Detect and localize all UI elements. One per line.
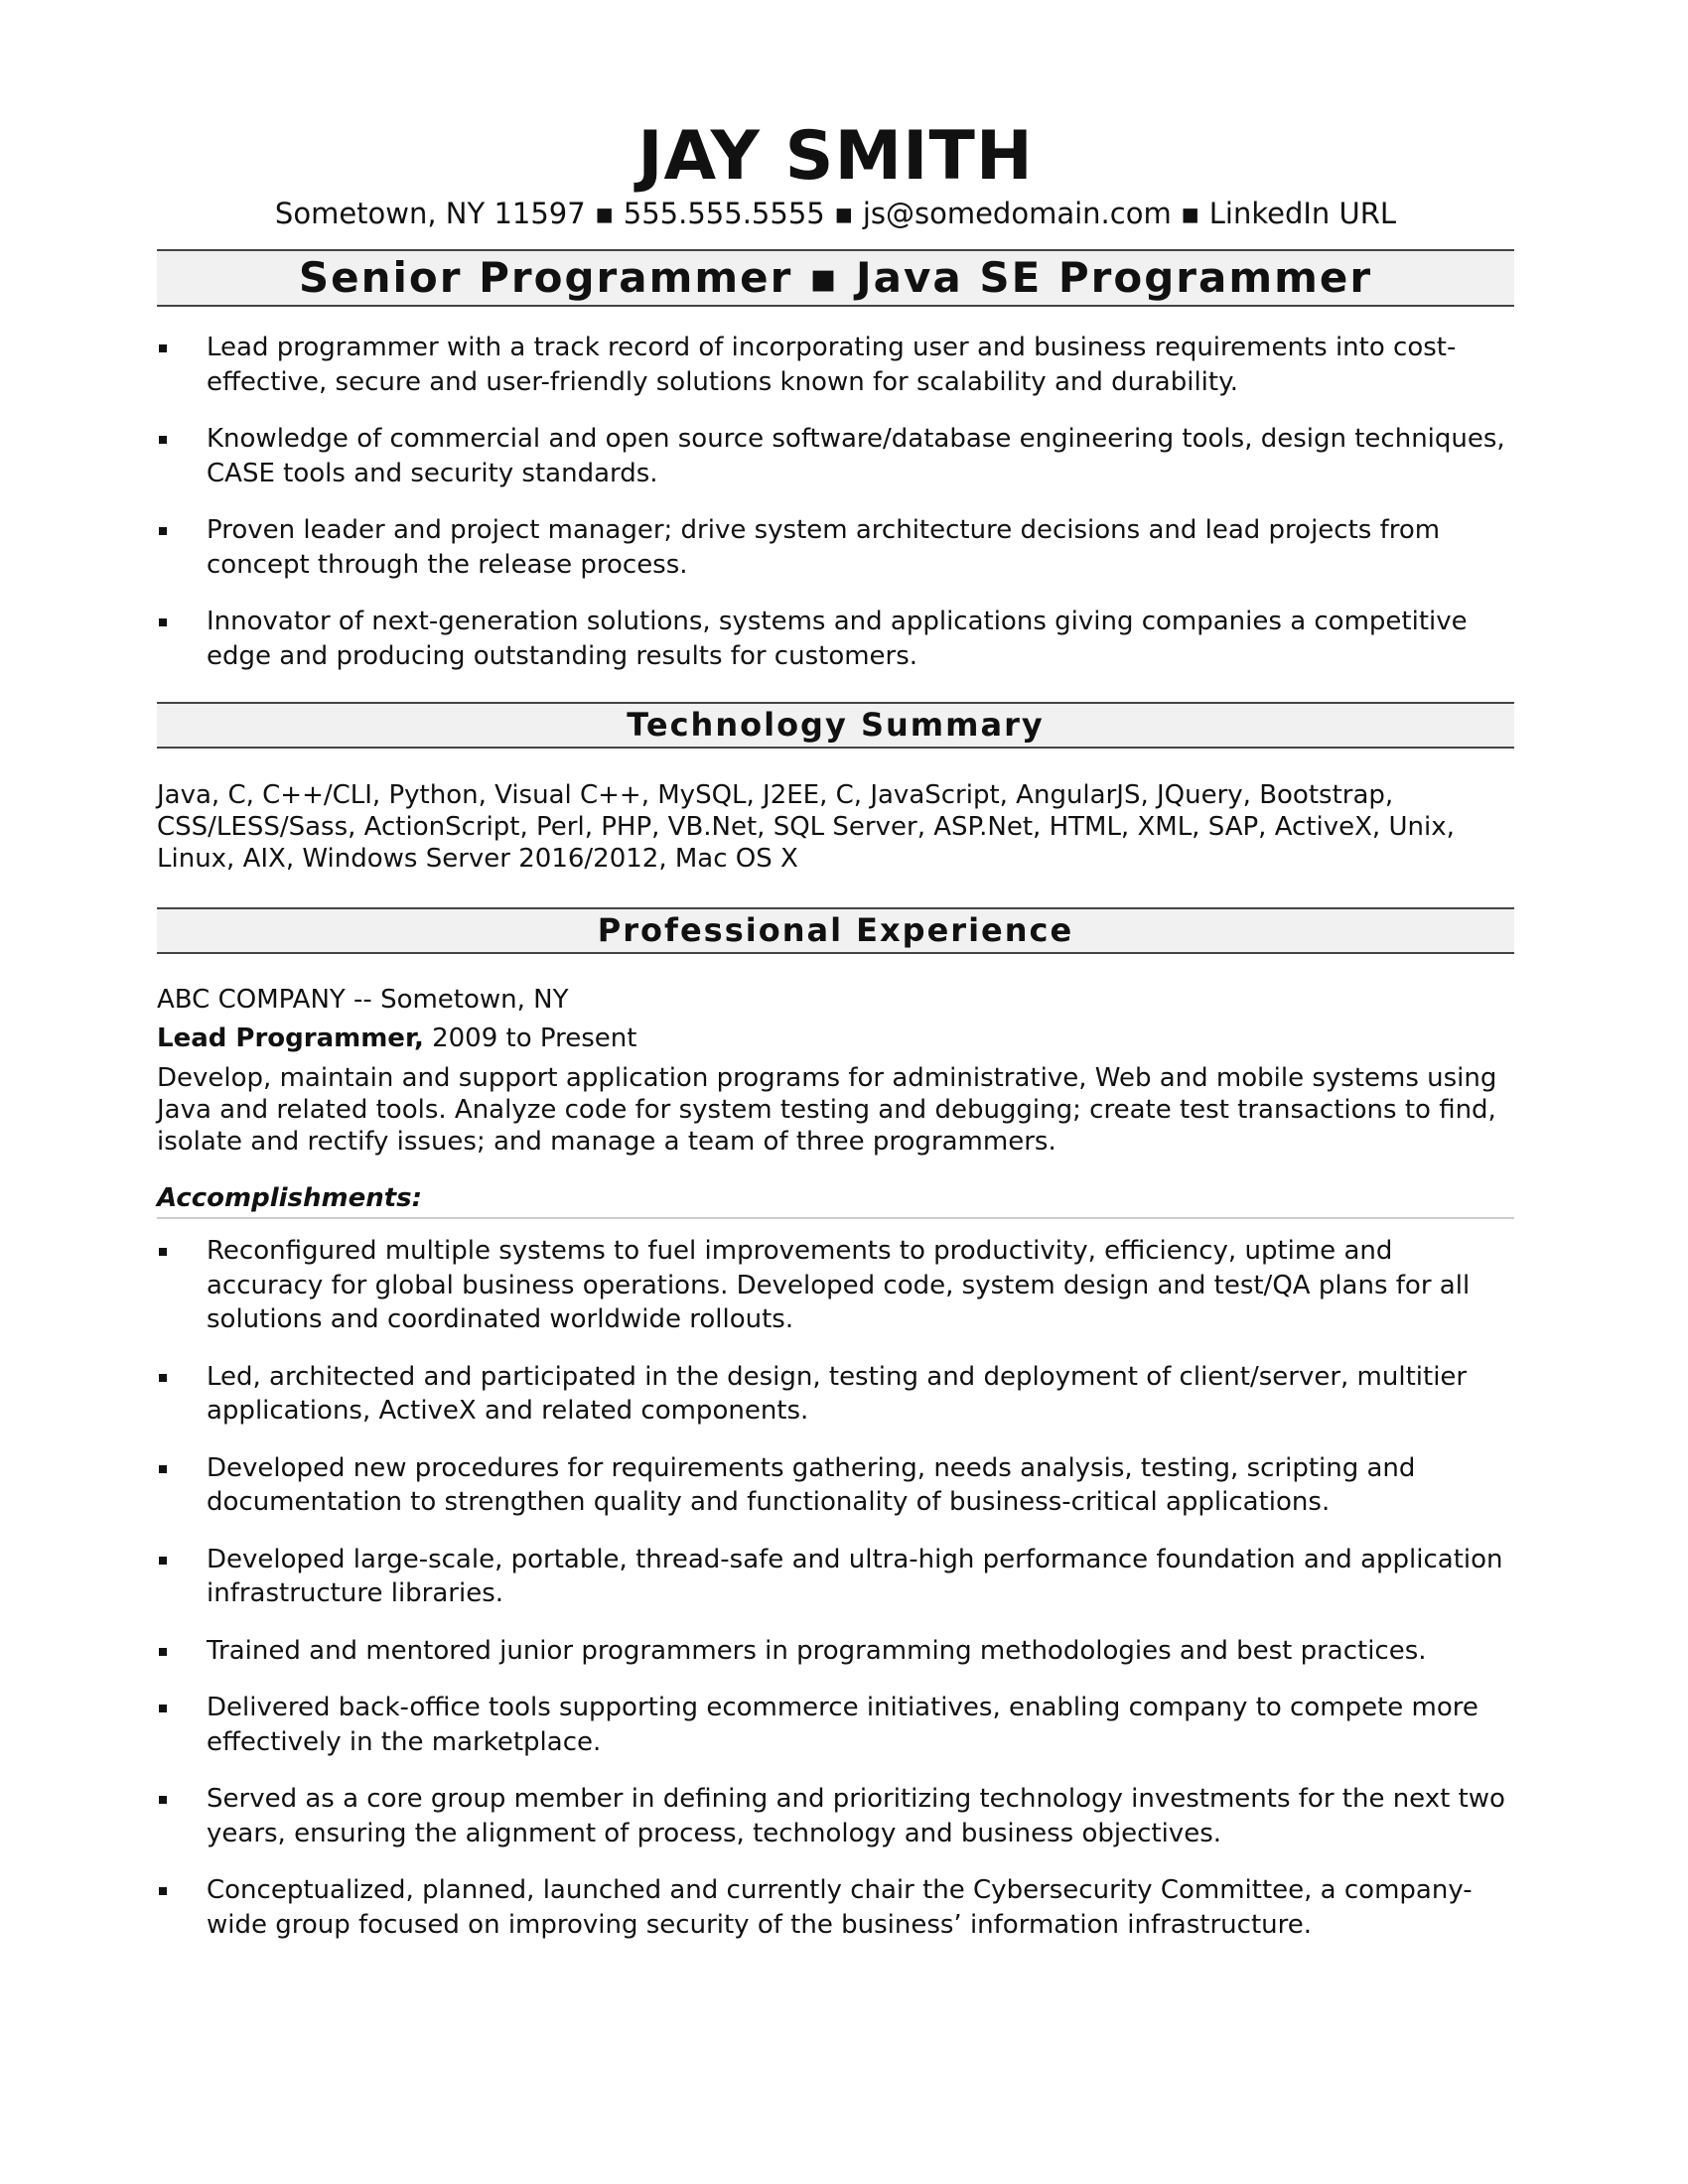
list-item: Led, architected and participated in the design, testing and deployment of client/server, multitier applications, ActiveX and related components. [157,1360,1514,1429]
bullet-icon [159,1887,167,1895]
bullet-icon [159,618,167,626]
list-item: Trained and mentored junior programmers in programming methodologies and best practices. [157,1634,1514,1669]
headline: Senior Programmer ▪ Java SE Programmer [157,249,1514,307]
list-item: Innovator of next-generation solutions, systems and applications giving companies a competitive edge and producing outstanding results for customers. [157,605,1514,673]
job-description: Develop, maintain and support application programs for administrative, Web and mobile systems using Java and related tools. Analyze code for system testing and debugging; create test transactions to find, isolate and rectify issues; and manage a team of three programmers. [157,1063,1497,1157]
list-item: Reconfigured multiple systems to fuel improvements to productivity, efficiency, uptime and accuracy for global business operations. Developed code, system design and test/QA plans for all solutions and coordinated worldwide rollouts. [157,1234,1514,1337]
accomplishments-label: Accomplishments: [157,1183,423,1213]
bullet-icon [159,1374,167,1382]
bullet-icon [159,1648,167,1656]
company-name: ABC COMPANY -- Sometown, NY [157,985,569,1015]
list-item: Knowledge of commercial and open source software/database engineering tools, design techniques, CASE tools and security standards. [157,422,1514,490]
list-item: Developed large-scale, portable, thread-safe and ultra-high performance foundation and application infrastructure libraries. [157,1543,1514,1611]
contact-line: Sometown, NY 11597 ▪ 555.555.5555 ▪ js@somedomain.com ▪ LinkedIn URL [274,197,1397,230]
bullet-icon [159,527,167,535]
bullet-icon [159,1557,167,1565]
bullet-icon [159,1705,167,1712]
summary-bullets [157,331,1514,696]
bullet-icon [159,1465,167,1473]
divider [157,1217,1514,1219]
section-heading-technology: Technology Summary [157,702,1514,749]
job-title-line [157,1023,1514,1054]
job-title: Lead Programmer, [157,1024,424,1053]
list-item: Served as a core group member in defining and prioritizing technology investments for the next two years, ensuring the alignment of process, technology and business objectives. [157,1782,1514,1850]
accomplishment-bullets [157,1234,1514,1965]
job-dates: 2009 to Present [423,1024,637,1053]
section-heading-experience: Professional Experience [157,907,1514,954]
bullet-icon [159,1248,167,1256]
bullet-icon [159,1796,167,1804]
bullet-icon [159,344,167,352]
bullet-icon [159,436,167,444]
candidate-name: JAY SMITH [637,117,1034,196]
technology-list: Java, C, C++/CLI, Python, Visual C++, MySQL, J2EE, C, JavaScript, AngularJS, JQuery, Bootstrap, CSS/LESS/Sass, ActionScript, Perl, PHP, VB.Net, SQL Server, ASP.Net, HTML, XML, SAP, ActiveX, Unix, Linux, AIX, Windows Server 2016/2012, Mac OS X [157,780,1455,874]
list-item: Proven leader and project manager; drive system architecture decisions and lead projects from concept through the release process. [157,513,1514,582]
list-item: Lead programmer with a track record of incorporating user and business requirements into cost-effective, secure and user-friendly solutions known for scalability and durability. [157,331,1514,399]
list-item: Delivered back-office tools supporting ecommerce initiatives, enabling company to compete more effectively in the marketplace. [157,1691,1514,1759]
list-item: Developed new procedures for requirements gathering, needs analysis, testing, scripting and documentation to strengthen quality and functionality of business-critical applications. [157,1451,1514,1520]
list-item: Conceptualized, planned, launched and currently chair the Cybersecurity Committee, a company-wide group focused on improving security of the business’ information infrastructure. [157,1873,1514,1942]
